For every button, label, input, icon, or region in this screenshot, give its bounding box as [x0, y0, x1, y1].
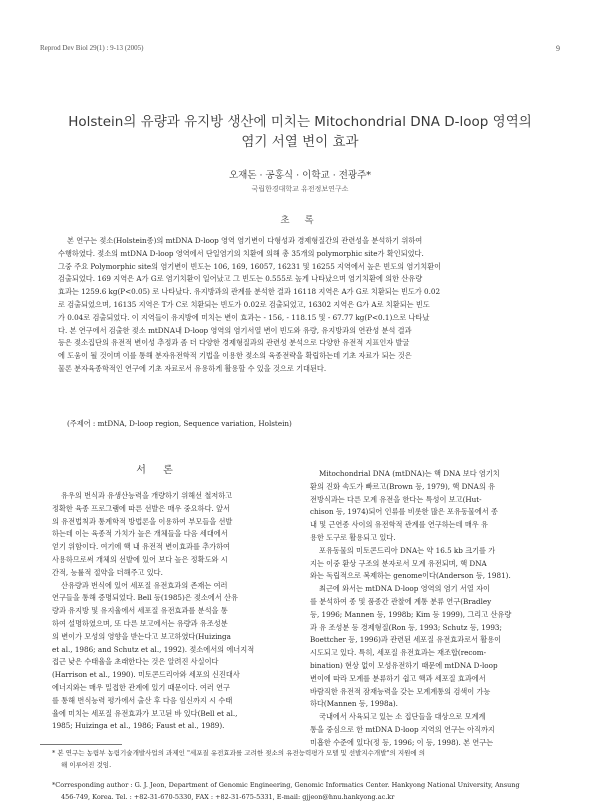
- intro-right-line: 과 유 조성분 등 경제형질(Ron 등, 1993; Schutz 등, 1993;: [310, 622, 546, 635]
- abstract-line: 검출되었다. 169 지역은 A가 G로 염기치환이 일어났고 그 빈도는 0.555로 높게 나타났으며 염기치환에 의한 산유량: [58, 273, 542, 286]
- intro-right-line: bination) 현상 없이 모성유전하기 때문에 mtDNA D-loop: [310, 660, 546, 673]
- footnote-divider: [40, 744, 122, 745]
- intro-right-line: 와는 독립적으로 복제하는 genome이다(Anderson 등, 1981).: [310, 570, 546, 583]
- intro-right-line: 미흡한 수준에 있다(정 등, 1996; 이 등, 1998). 본 연구는: [310, 737, 546, 750]
- intro-left-line: 유우의 번식과 유생산능력을 개량하기 위해선 철저하고: [52, 490, 288, 503]
- intro-left-line: et al., 1986; and Schutz et al., 1992). 젖소에서의 에너지적: [52, 644, 288, 657]
- affiliation: 국립한경대학교 유전정보연구소: [0, 184, 600, 194]
- abstract-heading: 초 록: [0, 212, 600, 226]
- intro-right-line: 등, 1996; Mannen 등, 1998b; Kim 등 1999), 그리고 산유량: [310, 609, 546, 622]
- keywords: (주제어 : mtDNA, D-loop region, Sequence variation, Holstein): [67, 419, 292, 429]
- intro-right-line: 를 분석하여 종 및 품종간 관찰에 계통 분류 연구(Bradley: [310, 596, 546, 609]
- abstract-line: 물론 분자육종학적인 연구에 기초 자료로서 유용하게 활용할 수 있을 것으로 기대된다.: [58, 363, 542, 376]
- intro-left-line: 1985; Huizinga et al., 1986; Faust et al., 1989).: [52, 720, 288, 733]
- intro-left-line: 얻기 위함이다. 여기에 핵 내 유전적 변이효과를 추가하여: [52, 541, 288, 554]
- intro-right-line: 바람직한 유전적 잠재능력을 갖는 모계계통의 검색이 가능: [310, 686, 546, 699]
- intro-left-line: 하여 설명하였으며, 또 다른 보고에서는 유량과 유조성분: [52, 618, 288, 631]
- paper-title-line-1: Holstein의 유량과 유지방 생산에 미치는 Mitochondrial DNA D-loop 영역의: [0, 112, 600, 132]
- abstract-line: 효과는 1259.6 kg(P<0.05) 로 나타났다. 유지방과의 관계를 분석한 결과 16118 지역은 A가 G로 치환되는 빈도가 0.02: [58, 286, 542, 299]
- intro-left-line: 량과 유지방 및 유지율에서 세포질 유전효과를 분석을 통: [52, 605, 288, 618]
- intro-right-line: 시도되고 있다. 특히, 세포질 유전효과는 재조합(recom-: [310, 647, 546, 660]
- intro-left-line: 간적, 능률적 절약을 더해주고 있다.: [52, 567, 288, 580]
- abstract-line: 그중 주요 Polymorphic site의 염기변이 빈도는 106, 169, 16057, 16231 및 16255 지역에서 높은 빈도의 염기치환이: [58, 261, 542, 274]
- intro-right-line: Mitochondrial DNA (mtDNA)는 핵 DNA 보다 염기치: [310, 468, 546, 481]
- page-number: 9: [556, 44, 560, 53]
- corresponding-author-line-1: *Corresponding author : G. J. Jeon, Department of Genomic Engineering, Genomic Informatics Center. Hankyong National University, Ansung: [52, 780, 546, 792]
- intro-right-line: 최근에 와서는 mtDNA D-loop 영역의 염기 서열 자이: [310, 583, 546, 596]
- intro-right-line: 포유동물의 미토콘드리아 DNA는 약 16.5 kb 크기를 가: [310, 545, 546, 558]
- journal-citation: Reprod Dev Biol 29(1) : 9-13 (2005): [40, 44, 143, 52]
- introduction-left-column: [52, 490, 288, 733]
- intro-right-line: 변이에 따라 모계를 분류하기 쉽고 핵과 세포질 효과에서: [310, 673, 546, 686]
- corresponding-author-footnote: [52, 780, 546, 803]
- abstract-line: 에 도움이 될 것이며 이를 통해 분자유전학적 기법을 이용한 젖소의 육종전략을 확립하는데 기초 자료가 되는 것은: [58, 350, 542, 363]
- intro-left-line: 산유량과 번식에 있어 세포질 유전효과의 존재는 여러: [52, 580, 288, 593]
- intro-left-line: 접근 낮은 수태율을 초래한다는 것은 알려진 사실이다: [52, 656, 288, 669]
- abstract-body: [58, 235, 542, 376]
- intro-right-line: 하다(Mannen 등, 1998a).: [310, 698, 546, 711]
- funding-footnote-line-1: * 본 연구는 농림부 농림기술개발사업의 과제인 "세포질 유전효과를 고려한 젖소의 유전능력평가 모델 및 선발지수개발"의 지원에 의: [52, 748, 546, 760]
- intro-right-line: 내 및 근연종 사이의 유전학적 관계를 연구하는데 매우 유: [310, 519, 546, 532]
- intro-left-line: 사용하므로써 개체의 선발에 있어 보다 높은 정확도와 시: [52, 554, 288, 567]
- intro-right-line: 환의 진화 속도가 빠르고(Brown 등, 1979), 핵 DNA의 유: [310, 481, 546, 494]
- abstract-line: 다. 본 연구에서 검출한 젖소 mtDNA내 D-loop 영역의 염기서열 변이 빈도와 유량, 유지방과의 연관성 분석 결과: [58, 325, 542, 338]
- intro-left-line: 율에 미치는 세포질 유전효과가 보고된 바 있다(Bell et al.,: [52, 708, 288, 721]
- abstract-line: 수행하였다. 젖소의 mtDNA D-loop 영역에서 단일염기의 치환에 의해 총 35개의 polymorphic site가 확인되었다.: [58, 248, 542, 261]
- intro-left-line: 하는데 이는 육종적 가치가 높은 개체들을 다음 세대에서: [52, 528, 288, 541]
- intro-right-line: 국내에서 사육되고 있는 소 집단들을 대상으로 모계계: [310, 711, 546, 724]
- introduction-heading: 서 론: [40, 461, 276, 476]
- intro-right-line: chison 등, 1974)되어 인류를 비롯한 많은 포유동물에서 종: [310, 506, 546, 519]
- abstract-line: 로 검출되었으며, 16135 지역은 T가 C로 치환되는 빈도가 0.02로 검출되었고, 16302 지역은 G가 A로 치환되는 빈도: [58, 299, 542, 312]
- funding-footnote: [52, 748, 546, 771]
- paper-title-line-2: 염기 서열 변이 효과: [0, 132, 600, 152]
- intro-left-line: 의 변이가 모성의 영향을 받는다고 보고하였다(Huizinga: [52, 631, 288, 644]
- intro-right-line: 전방식과는 다른 모계 유전을 한다는 특성이 보고(Hut-: [310, 494, 546, 507]
- intro-left-line: (Harrison et al., 1990). 미토콘드리아와 세포의 신진대사: [52, 669, 288, 682]
- author-list: 오재돈 · 공홍식 · 이학교 · 전광주*: [0, 167, 600, 181]
- corresponding-author-line-2: 456-749, Korea. Tel. : +82-31-670-5330, FAX : +82-31-675-5331, E-mail: gjjeon@hnu.hankyong.ac.kr: [52, 792, 546, 803]
- intro-right-line: Boettcher 등, 1996)과 관련된 세포질 유전효과로서 활용이: [310, 634, 546, 647]
- abstract-line: 가 0.04로 검출되었다. 이 지역들이 유지방에 미치는 변이 효과는 - 156, - 118.15 및 - 67.77 kg(P<0.1)으로 나타났: [58, 312, 542, 325]
- abstract-line: 등은 젖소집단의 유전적 변이성 추정과 좀 더 다양한 경제형질과의 관련성 분석으로 다양한 유전적 지표인자 발굴: [58, 337, 542, 350]
- intro-left-line: 를 통해 번식능력 평가에서 출산 후 다음 임신까지 시 수태: [52, 695, 288, 708]
- funding-footnote-line-2: 해 이루어진 것임.: [52, 760, 546, 772]
- intro-right-line: 통을 중심으로 한 mtDNA D-loop 지역의 연구는 아직까지: [310, 724, 546, 737]
- intro-right-line: 용한 도구로 활용되고 있다.: [310, 532, 546, 545]
- intro-left-line: 의 유전법칙과 통계학적 방법론을 이용하여 부모들을 선발: [52, 516, 288, 529]
- introduction-right-column: [310, 468, 546, 750]
- abstract-line: 본 연구는 젖소(Holstein종)의 mtDNA D-loop 영역 염기변이 다형성과 경제형질간의 관련성을 분석하기 위하여: [58, 235, 542, 248]
- intro-left-line: 정확한 육종 프로그램에 따른 선발은 매우 중요하다. 앞서: [52, 503, 288, 516]
- intro-left-line: 연구들을 통해 증명되었다. Bell 등(1985)은 젖소에서 산유: [52, 592, 288, 605]
- intro-right-line: 지는 이중 환상 구조의 분자로서 모계 유전되며, 핵 DNA: [310, 558, 546, 571]
- intro-left-line: 에너지와는 매우 밀접한 관계에 있기 때문이다. 여러 연구: [52, 682, 288, 695]
